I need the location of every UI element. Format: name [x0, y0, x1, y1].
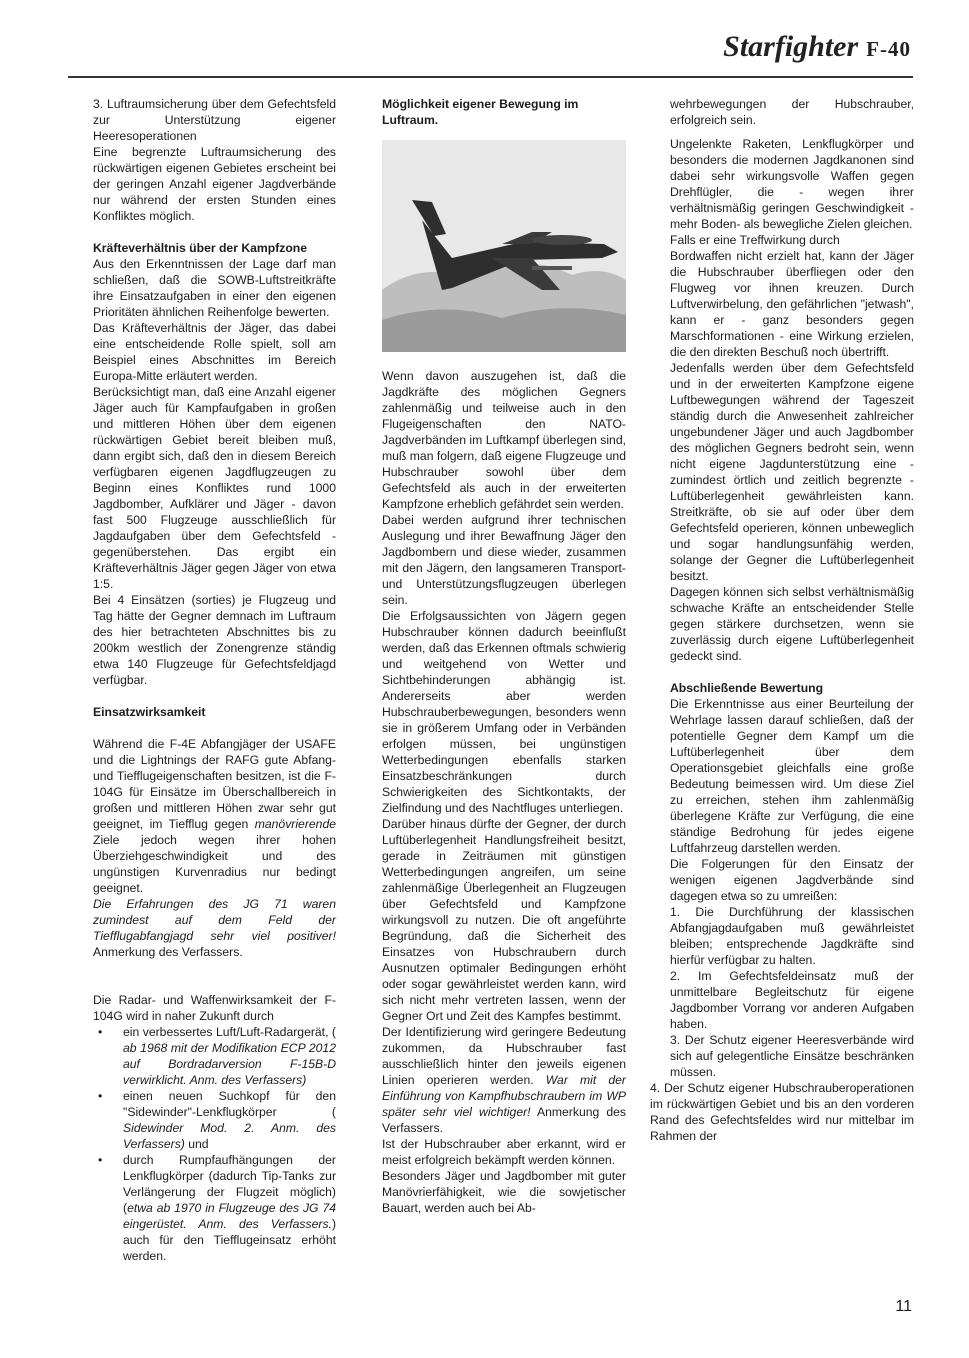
emphasis: manövrierende — [254, 817, 336, 831]
paragraph: Die Erfolgsaussichten von Jägern gegen Hubschrauber können dadurch beeinflußt werden, daß das Erkennen oftmals schwierig und weitgehend von Wetter und Sichtbehinderungen abhängig ist. Andererseits aber werden Hubschrauberbewegungen, besonders wenn sie in größerem Umfang oder in Verbänden erfolgen müssen, bei ungünstigen Wetterbedingungen ebenfalls starken Einsatzbeschränkungen durch Schwierigkeiten des Sichtkontakts, der Zielfindung und des Nachtfluges unterliegen. — [382, 609, 626, 815]
paragraph: Der Identifizierung wird geringere Bedeutung zukommen, da Hubschrauber fast ausschließlich hinter den jeweils eigenen Linien operieren werden. War mit der Einführung von Kampfhubschraubern im WP später sehr viel wichtiger! Anmerkung des Verfassers. — [382, 1025, 626, 1135]
paragraph: Ungelenkte Raketen, Lenkflugkörper und besonders die modernen Jagdkanonen sind dabei sehr wirkungsvolle Waffen gegen Drehflügler, die - wegen ihrer verhältnismäßig geringen Geschwindigkeit - mehr Boden- als bewegliche Zielen gleichen. — [670, 137, 914, 231]
aircraft-photo — [382, 140, 626, 352]
paragraph: Die Radar- und Waffenwirksamkeit der F-104G wird in naher Zukunft durch — [93, 993, 336, 1023]
header-code: F-40 — [866, 37, 911, 61]
paragraph: Dagegen können sich selbst verhältnismäßig schwache Kräfte an entscheidender Stelle gegen stärkere durchsetzen, wenn sie zuverlässig durch eigene Luftüberlegenheit gedeckt sind. — [670, 585, 914, 663]
paragraph: Wenn davon auszugehen ist, daß die Jagdkräfte des möglichen Gegners zahlenmäßig und teilweise auch in den Flugeigenschaften den NATO-Jagdverbänden im Luftkampf überlegen sind, muß man folgern, daß eigene Flugzeuge und Hubschrauber sowohl über dem Gefechtsfeld als auch in der erweiterten Kampfzone erheblich gefährdet sein werden. — [382, 369, 626, 511]
paragraph: 3. Luftraumsicherung über dem Gefechtsfeld zur Unterstützung eigener Heeresoperationen — [93, 97, 336, 143]
paragraph: Bordwaffen nicht erzielt hat, kann der Jäger die Hubschrauber überfliegen oder den Flugweg vor ihnen kreuzen. Durch Luftverwirbelung, den gefährlichen "jetwash", kann er - ganz besonders gegen Marschformationen - eine Wirkung erzielen, die den direkten Beschuß noch übertrifft. — [670, 249, 914, 359]
list-item: 4. Der Schutz eigener Hubschrauberoperationen im rückwärtigen Gebiet und bis an den vorderen Rand des Gefechtsfeldes wird nur mittelbar im Rahmen der — [650, 1081, 914, 1143]
page-number: 11 — [895, 1298, 912, 1315]
column-left — [93, 96, 336, 1264]
paragraph: Ist der Hubschrauber aber erkannt, wird er meist erfolgreich bekämpft werden können. — [382, 1137, 626, 1167]
paragraph: Bei 4 Einsätzen (sorties) je Flugzeug und Tag hätte der Gegner demnach im Luftraum des hier betrachteten Abschnittes bis zu 200km westlich der Zonengrenze ständig etwa 140 Flugzeuge für Gefechtsfeldjagd verfügbar. — [93, 593, 336, 687]
list-item: 1. Die Durchführung der klassischen Abfangjagdaufgaben muß gewährleistet bleiben; entsprechende Jagdkräfte sind hierfür verfügbar zu halten. — [670, 905, 914, 967]
section-heading: Abschließende Bewertung — [670, 681, 824, 695]
paragraph: Die Folgerungen für den Einsatz der wenigen eigenen Jagdverbände sind dagegen etwa so zu umreißen: — [670, 857, 914, 903]
bullet-item: • einen neuen Suchkopf für den "Sidewinder"-Lenkflugkörper ( Sidewinder Mod. 2. Anm. des Verfassers) und — [93, 1088, 336, 1152]
paragraph: Dabei werden aufgrund ihrer technischen Auslegung und ihrer Bewaffnung Jäger den Jagdbombern und diese wieder, zusammen mit den Jägern, den langsameren Transport- und Unterstützungsflugzeugen überlegen sein. — [382, 513, 626, 607]
header-rule — [68, 76, 913, 78]
header-title: Starfighter — [723, 30, 859, 63]
paragraph: Aus den Erkenntnissen der Lage darf man schließen, daß die SOWB-Luftstreitkräfte ihre Einsatzaufgaben in einer den eigenen Prioritäten ähnlichen Reihenfolge bewerten. — [93, 257, 336, 319]
author-note: War mit der Einführung von Kampfhubschraubern im WP später sehr viel wichtiger! — [382, 1073, 626, 1119]
bullet-item: • ein verbessertes Luft/Luft-Radargerät, ( ab 1968 mit der Modifikation ECP 2012 auf Bordradarversion F-15B-D verwirklicht. Anm. des Verfassers) — [93, 1024, 336, 1088]
author-note: Die Erfahrungen des JG 71 waren zumindest auf dem Feld der Tiefflugabfangjagd sehr viel positiver! Anmerkung des Verfassers. — [93, 897, 336, 959]
paragraph: Das Kräfteverhältnis der Jäger, das dabei eine entscheidende Rolle spielt, soll am Beispiel eines Abschnittes im Bereich Europa-Mitte erläutert werden. — [93, 321, 336, 383]
bullet-item: • durch Rumpfaufhängungen der Lenkflugkörper (dadurch Tip-Tanks zur Verlängerung der Flugzeit möglich) (etwa ab 1970 in Flugzeuge des JG 74 eingerüstet. Anm. des Verfassers.) auch für den Tiefflugeinsatz erhöht werden. — [93, 1152, 336, 1264]
paragraph: Die Erkenntnisse aus einer Beurteilung der Wehrlage lassen darauf schließen, daß der potentielle Gegner dem Kampf um die Luftüberlegenheit über dem Operationsgebiet gleichfalls eine große Bedeutung beimessen wird. Um diese Ziel zu erreichen, stehen ihm zahlenmäßig überlegene Kräfte zur Verfügung, die eine ständige Bedrohung für jedes eigene Luftfahrzeug darstellen werden. — [670, 697, 914, 855]
paragraph: Jedenfalls werden über dem Gefechtsfeld und in der erweiterten Kampfzone eigene Luftbewegungen während der Tageszeit ständig durch die Anwesenheit zahlreicher ungebundener Jäger und auch Jagdbomber des möglichen Gegners bedroht sein, wenn nicht eigene Jagdunterstützung eine - zumindest örtlich und zeitlich begrenzte - Luftüberlegenheit gewährleisten kann. Streitkräfte, ob sie auf oder über dem Gefechtsfeld operieren, können unbeweglich und sogar handlungsunfähig werden, solange der Gegner die Luftüberlegenheit besitzt. — [670, 361, 914, 583]
section-heading: Kräfteverhältnis über der Kampfzone — [93, 241, 308, 255]
paragraph: Besonders Jäger und Jagdbomber mit guter Manövrierfähigkeit, wie die sowjetischer Bauart, werden auch bei Ab- — [382, 1169, 626, 1215]
list-item: 3. Der Schutz eigener Heeresverbände wird sich auf gelegentliche Einsätze beschränken müssen. — [670, 1033, 914, 1079]
list-item: 2. Im Gefechtsfeldeinsatz muß der unmittelbare Begleitschutz für eigene Jagdbomber Vorrang vor anderen Aufgaben haben. — [670, 969, 914, 1031]
paragraph: Während die F-4E Abfangjäger der USAFE und die Lightnings der RAFG gute Abfang- und Tiefflugeigenschaften besitzen, ist die F-104G für Einsätze im Überschallbereich in großen und mittleren Höhen zwar sehr gut geeignet, im Tiefflug gegen manövrierende Ziele jedoch wegen ihrer hohen Überziehgeschwindigkeit und des ungünstigen Kurvenradius nur bedingt geeignet. — [93, 737, 336, 895]
running-header — [723, 30, 911, 64]
paragraph: Berücksichtigt man, daß eine Anzahl eigener Jäger auch für Kampfaufgaben in großen und mittleren Höhen über dem eigenen rückwärtigen Gebiet bereit bleiben muß, dann ergibt sich, daß den in diesem Bereich verfügbaren eigenen Jagdflugzeugen zu Beginn eines Konfliktes rund 1000 Jagdbomber, Aufklärer und Jäger - davon fast 500 Flugzeuge ausschließlich für Jagdaufgaben über dem Gefechtsfeld - gegenüberstehen. Das ergibt ein Kräfteverhältnis Jäger gegen Jäger von etwa 1:5. — [93, 385, 336, 591]
column-middle — [382, 96, 626, 1216]
paragraph: Eine begrenzte Luftraumsicherung des rückwärtigen eigenen Gebietes erscheint bei der geringen Anzahl eigener Jagdverbände nur während der ersten Stunden eines Konfliktes möglich. — [93, 145, 336, 223]
paragraph: Falls er eine Treffwirkung durch — [670, 233, 840, 247]
column-right — [650, 96, 914, 1144]
paragraph: wehrbewegungen der Hubschrauber, erfolgreich sein. — [670, 97, 914, 127]
section-heading: Einsatzwirksamkeit — [93, 705, 206, 719]
paragraph: Darüber hinaus dürfte der Gegner, der durch Luftüberlegenheit Handlungsfreiheit besitzt, gerade in Zeiträumen mit günstigen Wetterbedingungen angreifen, um seine zahlenmäßige Überlegenheit an Flugzeugen über Gefechtsfeld und Kampfzone wirkungsvoll zu nutzen. Die oft angeführte Begründung, daß die Sicherheit des Einsatzes von Hubschraubern durch Ausnutzen optimaler Bedingungen erhöht oder sogar gewährleistet werden kann, wird sich nicht mehr vertreten lassen, wenn der Gegner Ort und Zeit des Kampfes bestimmt. — [382, 817, 626, 1023]
section-heading: Möglichkeit eigener Bewegung im Luftraum. — [382, 97, 579, 127]
